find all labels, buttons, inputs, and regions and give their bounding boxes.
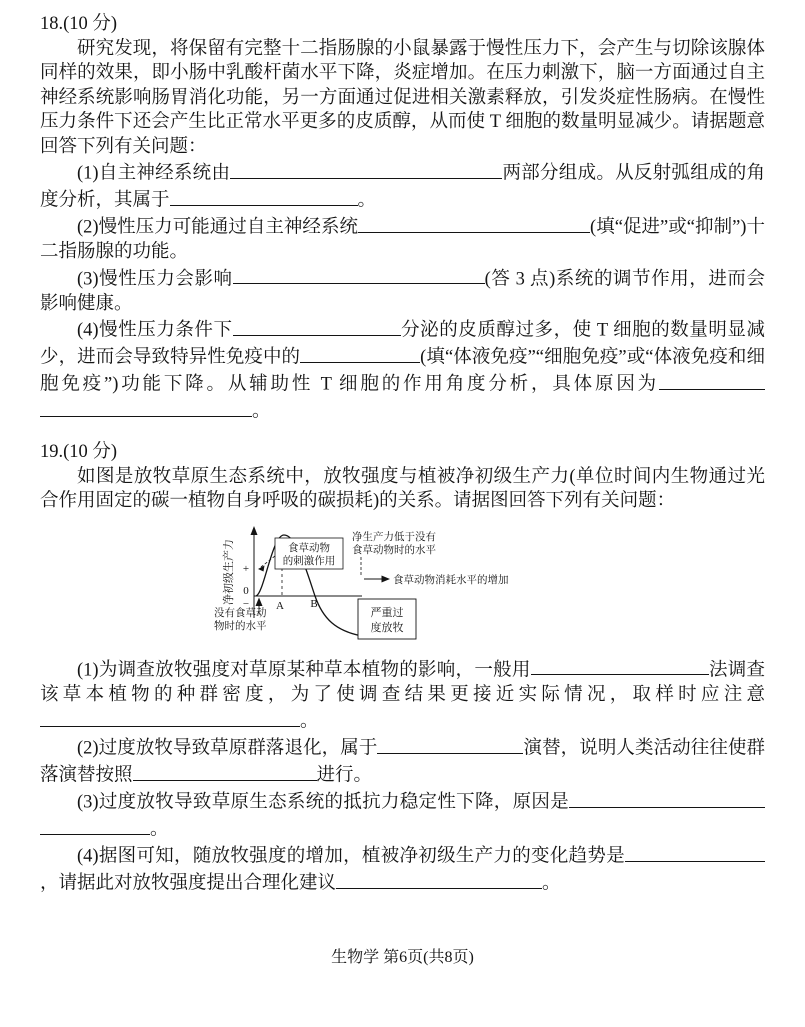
y-axis-label: 净初级生产力 <box>223 538 235 605</box>
below-level-label-line2: 食草动物时的水平 <box>352 544 436 556</box>
answer-blank[interactable] <box>40 815 150 835</box>
q19-intro <box>40 465 765 514</box>
answer-blank[interactable] <box>230 159 502 179</box>
text-segment: (3)过度放牧导致草原生态系统的抵抗力稳定性下降，原因是 <box>77 792 569 813</box>
text-segment: (3)慢性压力会影响 <box>77 269 233 289</box>
text-segment: (2)慢性压力可能通过自主神经系统 <box>77 217 359 238</box>
text-segment: 分泌的皮质醇过多，使 T 细胞的数量明显减少，进而会导致特异性免疫中的 <box>40 320 765 368</box>
question-18 <box>40 12 765 424</box>
text-segment: 研究发现，将保留有完整十二指肠腺的小鼠暴露于慢性压力下，会产生与切除该腺体同样的效果，即小肠中乳酸杆菌水平下降，炎症增加。在压力刺激下，脑一方面通过自主神经系统影响肠胃消化功能，另一方面通过促进相关激素释放，引发炎症性肠病。在慢性压力条件下还会产生比正常水平更多的皮质醇，从而使 T 细胞的数量明显减少。请据题意回答下列有关问题： <box>40 38 765 157</box>
text-segment: 法调查该草本植物的种群密度，为了使调查结果更接近实际情况，取样时应注意 <box>40 660 765 705</box>
answer-blank[interactable] <box>40 707 190 727</box>
x-arrowhead-icon <box>382 575 391 582</box>
answer-blank[interactable] <box>133 761 317 781</box>
answer-blank[interactable] <box>358 213 590 233</box>
q18-item-1 <box>40 159 765 213</box>
text-segment: (1)自主神经系统由 <box>77 163 231 184</box>
answer-blank[interactable] <box>40 397 252 417</box>
q19-item-3 <box>40 788 765 842</box>
q19-number-label: 19.(10 分) <box>40 442 118 462</box>
q19-item-1 <box>40 656 765 735</box>
below-level-label-line1: 净生产力低于没有 <box>352 531 436 543</box>
diagram-svg <box>212 526 534 646</box>
no-grazer-label-line1: 没有食草动 <box>214 607 267 619</box>
overgraze-label-line2: 度放牧 <box>370 621 404 634</box>
q19-item-2 <box>40 734 765 788</box>
text-segment: (填“体液免疫”“细胞免疫”或“体液免疫和细胞免疫”)功能下降。从辅助性 T 细胞的作用角度分析，具体原因为 <box>40 347 765 395</box>
text-segment: (2)过度放牧导致草原群落退化，属于 <box>77 738 378 759</box>
q19-number <box>40 440 765 465</box>
answer-blank[interactable] <box>625 842 765 862</box>
no-grazer-arrowhead-icon <box>256 597 263 606</box>
answer-blank[interactable] <box>659 370 765 390</box>
text-segment: (4)慢性压力条件下 <box>77 320 233 341</box>
tick-plus: + <box>242 562 250 575</box>
text-segment: 进行。 <box>316 765 373 786</box>
q18-item-4 <box>40 316 765 424</box>
text-segment: 。 <box>252 401 271 422</box>
q18-number-label: 18.(10 分) <box>40 14 118 34</box>
q18-item-3 <box>40 265 765 317</box>
point-b-label: B <box>310 597 318 610</box>
q18-intro <box>40 37 765 160</box>
grazing-productivity-diagram <box>212 526 765 646</box>
stimulation-label-line1: 食草动物 <box>288 542 330 554</box>
point-a-label: A <box>276 599 284 612</box>
x-arrow-label: 食草动物消耗水平的增加 <box>393 574 509 586</box>
text-segment: ，请据此对放牧强度提出合理化建议 <box>40 873 337 894</box>
answer-blank[interactable] <box>300 343 420 363</box>
text-segment: 。 <box>357 190 377 211</box>
stimulation-label-line2: 的刺激作用 <box>282 555 336 567</box>
answer-blank[interactable] <box>170 186 358 206</box>
overgraze-label-line1: 严重过 <box>370 606 404 619</box>
text-segment: 。 <box>542 873 561 894</box>
answer-blank[interactable] <box>377 734 523 754</box>
tick-zero: 0 <box>243 584 249 597</box>
text-segment: (填“促进”或“抑制”)十二指肠腺的功能。 <box>40 217 765 262</box>
q18-item-2 <box>40 213 765 265</box>
text-segment: 。 <box>150 819 169 840</box>
answer-blank[interactable] <box>569 788 765 808</box>
y-axis-arrow-icon <box>251 526 258 535</box>
answer-blank[interactable] <box>190 707 300 727</box>
tick-minus: − <box>242 597 250 610</box>
text-segment: (答 3 点)系统的调节作用，进而会影响健康。 <box>40 269 765 314</box>
page-footer-text: 生物学 第6页(共8页) <box>331 949 474 966</box>
question-19 <box>40 440 765 896</box>
answer-blank[interactable] <box>336 869 542 889</box>
no-grazer-label-line2: 物时的水平 <box>214 620 267 632</box>
answer-blank[interactable] <box>233 316 401 336</box>
page-footer <box>40 946 765 970</box>
text-segment: (4)据图可知，随放牧强度的增加，植被净初级生产力的变化趋势是 <box>77 846 625 867</box>
text-segment: 。 <box>300 711 319 732</box>
answer-blank[interactable] <box>233 265 485 285</box>
q19-item-4 <box>40 842 765 896</box>
text-segment: 两部分组成。从反射弧组成的角度分析，其属于 <box>40 163 765 211</box>
text-segment: 演替，说明人类活动往往使群落演替按照 <box>40 738 765 786</box>
q18-number <box>40 12 765 37</box>
answer-blank[interactable] <box>531 656 709 676</box>
text-segment: (1)为调查放牧强度对草原某种草本植物的影响，一般用 <box>77 660 531 680</box>
text-segment: 如图是放牧草原生态系统中，放牧强度与植被净初级生产力(单位时间内生物通过光合作用固定的碳一植物自身呼吸的碳损耗)的关系。请据图回答下列有关问题： <box>40 466 765 511</box>
